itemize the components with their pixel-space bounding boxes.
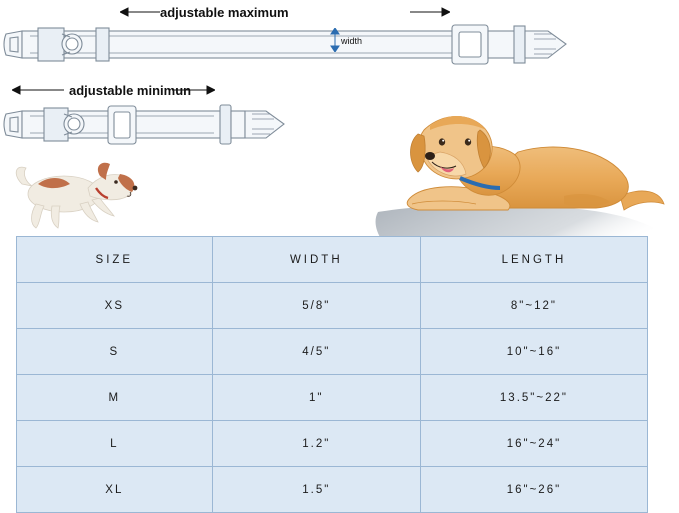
cell-size: S	[17, 329, 213, 375]
cell-width: 1.5"	[212, 467, 420, 513]
column-header-width: WIDTH	[212, 237, 420, 283]
size-chart-table	[16, 236, 648, 513]
jumping-dog-illustration	[8, 158, 140, 234]
table-row	[17, 421, 648, 467]
table-row	[17, 283, 648, 329]
table-header-row	[17, 237, 648, 283]
table-row	[17, 375, 648, 421]
table-row	[17, 467, 648, 513]
column-header-size: SIZE	[17, 237, 213, 283]
cell-length: 16"~24"	[420, 421, 647, 467]
cell-size: M	[17, 375, 213, 421]
adjustable-minimum-label: adjustable minimun	[69, 83, 192, 98]
cell-width: 1"	[212, 375, 420, 421]
cell-size: XS	[17, 283, 213, 329]
cell-width: 5/8"	[212, 283, 420, 329]
cell-size: XL	[17, 467, 213, 513]
adjustable-maximum-label: adjustable maximum	[160, 5, 289, 20]
cell-length: 8"~12"	[420, 283, 647, 329]
width-label: width	[341, 36, 363, 46]
cell-length: 13.5"~22"	[420, 375, 647, 421]
collar-diagram-minimum	[0, 100, 300, 152]
table-row	[17, 329, 648, 375]
cell-width: 4/5"	[212, 329, 420, 375]
cell-width: 1.2"	[212, 421, 420, 467]
cell-size: L	[17, 421, 213, 467]
cell-length: 16"~26"	[420, 467, 647, 513]
column-header-length: LENGTH	[420, 237, 647, 283]
width-arrow	[330, 28, 340, 52]
cell-length: 10"~16"	[420, 329, 647, 375]
collar-diagram-maximum	[0, 12, 570, 67]
